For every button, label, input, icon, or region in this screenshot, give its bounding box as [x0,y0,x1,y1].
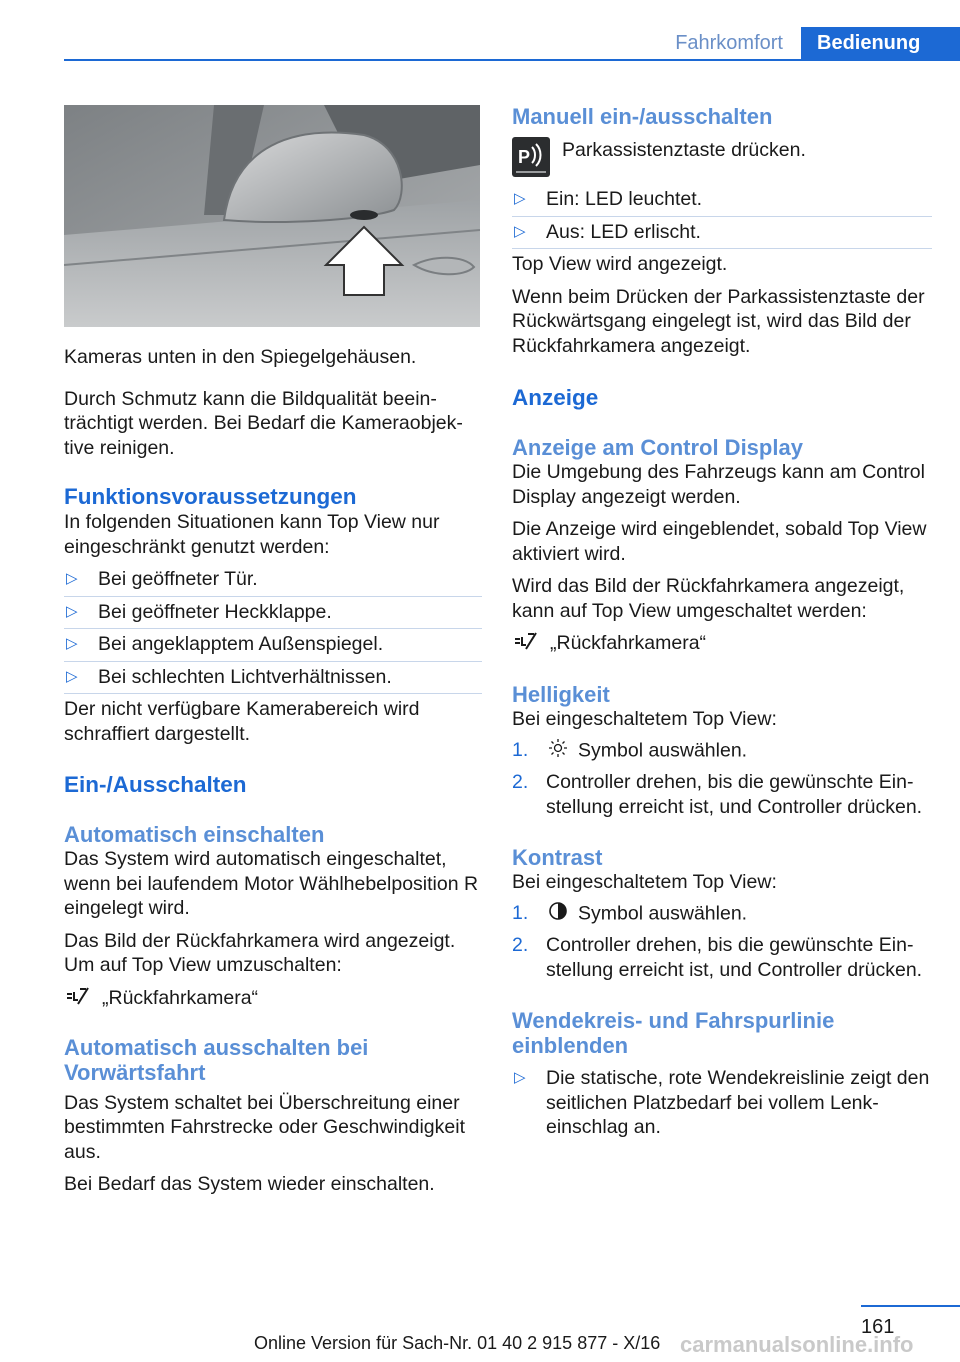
step-number: 2. [512,934,529,956]
triangle-bullet-icon: ▷ [514,1069,526,1086]
rear-camera-option [512,631,932,656]
sun-icon [548,738,568,765]
list-item-text: Bei angeklapptem Außenspiegel. [98,633,384,655]
anzeige-text1: Die Umgebung des Fahrzeugs kann am Control Display angezeigt werden. [512,461,925,508]
list-item-text: Aus: LED erlischt. [546,220,701,243]
triangle-bullet-icon: ▷ [66,570,78,587]
header-rule [64,59,960,61]
einaus-heading: Ein-/Ausschalten [64,772,247,797]
chapter-tab: Bedienung [801,27,960,61]
right-column [512,100,932,1140]
mirror-illustration [64,105,480,327]
list-item [64,567,482,592]
dirt-text: Durch Schmutz kann die Bildqualität beeinträchtigt werden. Bei Bedarf die Kameraobjektive reinigen. [64,387,463,459]
divider [64,661,482,662]
step-item [512,738,932,765]
anzeige-cd-heading: Anzeige am Control Display [512,435,803,460]
step-item [512,901,932,928]
divider [64,628,482,629]
mirror-camera-photo [64,105,480,327]
manuell-note1: Top View wird angezeigt. [512,253,728,275]
left-column [64,100,482,1197]
auto-aus-heading: Automatisch ausschalten bei Vorwärtsfahrt [64,1034,369,1085]
anzeige-heading: Anzeige [512,385,599,410]
park-assist-row [512,137,932,177]
triangle-bullet-icon: ▷ [514,222,526,240]
rear-camera-label: „Rückfahrkamera“ [102,986,259,1009]
manuell-note2: Wenn beim Drücken der Parkassistenztaste der Rückwärtsgang eingelegt ist, wird das Bild der Rückfahrkamera angezeigt. [512,285,925,357]
watermark: carmanualsonline.info [680,1332,914,1357]
svg-text:P: P [518,147,531,167]
triangle-bullet-icon: ▷ [66,602,78,620]
list-item [64,600,482,625]
kontrast-intro: Bei eingeschaltetem Top View: [512,871,777,893]
list-item [64,665,482,690]
step-text: Symbol auswählen. [578,738,748,761]
list-item-text: Bei geöffneter Heckklappe. [98,600,332,623]
step-item [512,933,932,982]
kontrast-steps [512,901,932,983]
funktions-list [64,567,482,689]
divider [512,216,932,217]
divider [512,248,932,249]
divider [64,596,482,597]
contrast-icon [548,901,568,928]
step-number: 2. [512,771,529,793]
camera-switch-icon [514,631,538,656]
step-text: Controller drehen, bis die gewünschte Einstellung erreicht ist, und Controller drücken. [546,771,923,818]
list-item-text: Ein: LED leuchtet. [546,188,703,210]
list-item [512,187,932,212]
online-version-text: Online Version für Sach-Nr. 01 40 2 915 877 - X/16 [254,1333,661,1353]
divider [64,693,482,694]
list-item [512,220,932,245]
step-number: 1. [512,901,529,924]
wende-heading: Wendekreis- und Fahrspurlinie einblenden [512,1008,835,1058]
park-assist-text: Parkassistenztaste drücken. [562,138,806,161]
step-text: Symbol auswählen. [578,901,748,924]
anzeige-text2: Die Anzeige wird eingeblendet, sobald Top View aktiviert wird. [512,518,927,565]
helligkeit-heading: Helligkeit [512,682,610,707]
footer-rule [861,1305,960,1307]
funktions-intro: In folgenden Situationen kann Top View nur eingeschränkt genutzt werden: [64,511,440,558]
auto-ein-heading: Automatisch einschalten [64,822,325,847]
rear-camera-option [64,986,482,1011]
page-header [64,27,960,61]
park-assist-button-icon [512,137,550,177]
triangle-bullet-icon: ▷ [66,667,78,685]
section-tab: Fahrkomfort [675,32,783,54]
camera-switch-icon [66,986,90,1011]
funktions-heading: Funktionsvoraussetzungen [64,484,357,509]
auto-aus-text2: Bei Bedarf das System wieder einschalten. [64,1173,435,1195]
helligkeit-steps [512,738,932,820]
rear-camera-label: „Rückfahrkamera“ [550,632,707,654]
photo-caption: Kameras unten in den Spiegelgehäusen. [64,346,417,368]
list-item-text: Bei geöffneter Tür. [98,568,258,590]
list-item-text: Die statische, rote Wendekreislinie zeigt den seitlichen Platzbedarf bei vollem Lenkeinschlag an. [546,1067,930,1138]
manuell-heading: Manuell ein-/ausschalten [512,104,773,129]
manuell-list [512,187,932,244]
funktions-note: Der nicht verfügbare Kamerabereich wird schraffiert dargestellt. [64,698,420,745]
auto-ein-text2: Das Bild der Rückfahrkamera wird angezeigt. Um auf Top View umzuschalten: [64,929,456,976]
kontrast-heading: Kontrast [512,845,603,870]
auto-ein-text1: Das System wird automatisch eingeschaltet, wenn bei laufendem Motor Wählhebelposition R eingelegt wird. [64,848,479,919]
step-item [512,770,932,819]
triangle-bullet-icon: ▷ [66,635,78,652]
page-number: 161 [861,1316,895,1338]
wende-list [512,1066,932,1140]
triangle-bullet-icon: ▷ [514,190,526,207]
list-item [512,1066,932,1140]
auto-aus-text1: Das System schaltet bei Überschreitung einer bestimmten Fahrstrecke oder Geschwindigkeit aus. [64,1091,465,1163]
list-item-text: Bei schlechten Lichtverhältnissen. [98,665,392,688]
helligkeit-intro: Bei eingeschaltetem Top View: [512,708,777,730]
step-text: Controller drehen, bis die gewünschte Einstellung erreicht ist, und Controller drücken. [546,934,923,981]
step-number: 1. [512,738,529,761]
list-item [64,632,482,657]
anzeige-text3: Wird das Bild der Rückfahrkamera angezeigt, kann auf Top View umgeschaltet werden: [512,575,905,622]
